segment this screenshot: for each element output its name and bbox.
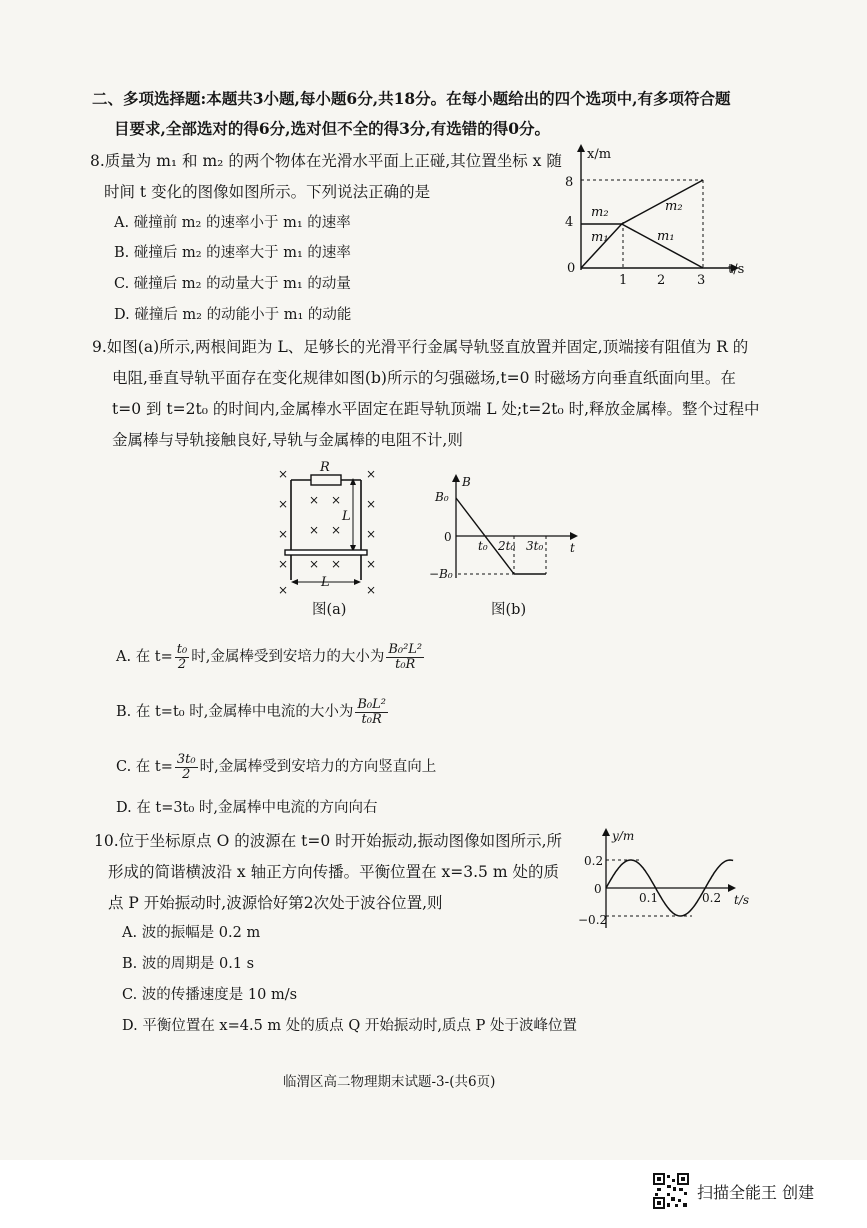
q8-stem-line2: 时间 t 变化的图像如图所示。下列说法正确的是 bbox=[104, 183, 431, 201]
q8-option-a: A. 碰撞前 m₂ 的速率小于 m₁ 的速率 bbox=[114, 215, 351, 231]
fig-b-neg-b0: −B₀ bbox=[429, 567, 453, 581]
q10-option-a: A. 波的振幅是 0.2 m bbox=[122, 925, 261, 941]
height-arrow-top bbox=[350, 478, 356, 485]
page-footer: 临渭区高二物理期末试题-3-(共6页) bbox=[283, 1074, 496, 1090]
q9-option-d: D. 在 t=3t₀ 时,金属棒中电流的方向向右 bbox=[116, 800, 378, 816]
q9-figure-a bbox=[275, 458, 390, 598]
q8-xtick-3: 3 bbox=[697, 273, 706, 288]
q10-x-axis-label: t/s bbox=[734, 893, 750, 907]
q8-label-m2-before: m₂ bbox=[591, 205, 609, 220]
q10-option-c: C. 波的传播速度是 10 m/s bbox=[122, 987, 298, 1003]
q9-a-frac2 bbox=[386, 643, 424, 672]
fig-b-origin: 0 bbox=[444, 530, 452, 544]
q8-number: 8. bbox=[90, 152, 105, 170]
fig-b-x-arrow bbox=[570, 532, 578, 540]
field-cross: × bbox=[278, 497, 289, 511]
q9-a-frac1-den: 2 bbox=[177, 656, 187, 672]
q9-option-c bbox=[116, 750, 436, 784]
field-cross: × bbox=[278, 557, 289, 571]
fig-b-t-label: t bbox=[570, 541, 575, 555]
q9-option-a bbox=[116, 640, 426, 674]
fig-b-b-label: B bbox=[462, 475, 471, 489]
q8-option-b: B. 碰撞后 m₂ 的速率大于 m₁ 的速率 bbox=[114, 245, 351, 261]
q8-stem-line1 bbox=[90, 150, 562, 172]
fig-b-b0: B₀ bbox=[435, 490, 449, 504]
fig-b-t0: t₀ bbox=[478, 539, 488, 553]
field-cross: × bbox=[331, 557, 342, 571]
field-cross: × bbox=[278, 527, 289, 541]
q9-stem1: 如图(a)所示,两根间距为 L、足够长的光滑平行金属导轨竖直放置并固定,顶端接有阻值为 R 的 bbox=[106, 338, 749, 356]
q10-stem-line2: 形成的简谐横波沿 x 轴正方向传播。平衡位置在 x=3.5 m 处的质 bbox=[108, 863, 559, 881]
q10-ytick-zero: 0 bbox=[594, 882, 602, 896]
scanner-watermark: 扫描全能王 创建 bbox=[697, 1183, 815, 1202]
q8-label-m1-before: m₁ bbox=[591, 230, 609, 245]
section-header-line2: 目要求,全部选对的得6分,选对但不全的得3分,有选错的得0分。 bbox=[114, 119, 551, 138]
q8-x-axis-label: t/s bbox=[728, 262, 745, 277]
q8-label-m2-after: m₂ bbox=[665, 199, 683, 214]
q10-xtick-02: 0.2 bbox=[702, 891, 722, 905]
fig-b-y-arrow bbox=[452, 474, 460, 482]
field-cross: × bbox=[309, 493, 320, 507]
fig-b-2t0: 2t₀ bbox=[498, 539, 516, 553]
field-cross: × bbox=[366, 557, 377, 571]
width-arrow-right bbox=[354, 579, 361, 585]
q8-ytick-4: 4 bbox=[565, 215, 574, 230]
q8-stem1: 质量为 m₁ 和 m₂ 的两个物体在光滑水平面上正碰,其位置坐标 x 随 bbox=[104, 152, 562, 170]
q10-y-arrow bbox=[602, 828, 610, 836]
field-cross: × bbox=[331, 493, 342, 507]
q10-number: 10. bbox=[94, 832, 119, 850]
metal-rod bbox=[285, 550, 367, 555]
q8-option-d: D. 碰撞后 m₂ 的动能小于 m₁ 的动能 bbox=[114, 307, 352, 323]
q10-option-b: B. 波的周期是 0.1 s bbox=[122, 956, 255, 972]
q9-a-frac2-num: B₀²L² bbox=[388, 641, 423, 657]
q9-c-frac-num: 3t₀ bbox=[176, 751, 196, 767]
resistor bbox=[311, 475, 341, 485]
field-cross: × bbox=[331, 523, 342, 537]
q9-a-frac1-num: t₀ bbox=[176, 641, 188, 657]
field-cross: × bbox=[366, 527, 377, 541]
q9-c-pre: C. 在 t= bbox=[116, 759, 173, 775]
q8-xt-graph bbox=[555, 140, 765, 290]
q8-y-axis-label: x/m bbox=[587, 147, 612, 162]
height-label: L bbox=[342, 509, 351, 524]
q10-stem-line1 bbox=[94, 830, 562, 852]
q10-ytick-bottom: −0.2 bbox=[578, 913, 608, 927]
q9-b-frac bbox=[355, 698, 388, 727]
q9-b-frac-den: t₀R bbox=[361, 711, 382, 727]
section-header-line1: 二、多项选择题:本题共3小题,每小题6分,共18分。在每小题给出的四个选项中,有多项符合题 bbox=[92, 89, 731, 108]
q10-x-arrow bbox=[728, 884, 736, 892]
field-cross: × bbox=[366, 467, 377, 481]
q9-stem-line1 bbox=[92, 336, 748, 358]
q9-c-post: 时,金属棒受到安培力的方向竖直向上 bbox=[199, 759, 437, 775]
q9-a-pre: A. 在 t= bbox=[116, 649, 173, 665]
q9-c-frac-den: 2 bbox=[182, 766, 191, 782]
fig-b-3t0: 3t₀ bbox=[526, 539, 544, 553]
q9-stem-line2: 电阻,垂直导轨平面存在变化规律如图(b)所示的匀强磁场,t=0 时磁场方向垂直纸面向里。在 bbox=[112, 369, 736, 387]
field-cross: × bbox=[309, 523, 320, 537]
resistor-label: R bbox=[320, 460, 330, 475]
width-label: L bbox=[321, 575, 330, 590]
q8-option-c: C. 碰撞后 m₂ 的动量大于 m₁ 的动量 bbox=[114, 276, 351, 292]
q8-ytick-8: 8 bbox=[565, 175, 574, 190]
q10-xtick-01: 0.1 bbox=[639, 891, 659, 905]
q9-b-pre: B. 在 t=t₀ 时,金属棒中电流的大小为 bbox=[116, 704, 354, 720]
qr-code-icon bbox=[653, 1173, 689, 1209]
q9-c-frac bbox=[175, 753, 198, 782]
q10-y-axis-label: y/m bbox=[612, 829, 635, 843]
field-cross: × bbox=[366, 497, 377, 511]
q9-a-frac2-den: t₀R bbox=[395, 656, 416, 672]
q9-a-frac1 bbox=[175, 643, 189, 672]
q9-a-mid: 时,金属棒受到安培力的大小为 bbox=[191, 649, 385, 665]
q10-stem1: 位于坐标原点 O 的波源在 t=0 时开始振动,振动图像如图所示,所 bbox=[118, 832, 563, 850]
q9-option-b bbox=[116, 695, 390, 729]
q9-figure-b bbox=[428, 468, 588, 593]
q10-vibration-graph bbox=[572, 820, 772, 935]
q9-number: 9. bbox=[92, 338, 107, 356]
q10-stem-line3: 点 P 开始振动时,波源恰好第2次处于波谷位置,则 bbox=[108, 894, 443, 912]
q9-stem-line4: 金属棒与导轨接触良好,导轨与金属棒的电阻不计,则 bbox=[112, 431, 463, 449]
q8-label-m1-after: m₁ bbox=[657, 229, 675, 244]
q9-b-frac-num: B₀L² bbox=[357, 696, 386, 712]
q10-ytick-top: 0.2 bbox=[584, 854, 604, 868]
q9-fig-b-caption: 图(b) bbox=[491, 602, 527, 618]
q9-fig-a-caption: 图(a) bbox=[312, 602, 347, 618]
q10-option-d: D. 平衡位置在 x=4.5 m 处的质点 Q 开始振动时,质点 P 处于波峰位置 bbox=[122, 1018, 577, 1034]
field-cross: × bbox=[309, 557, 320, 571]
width-arrow-left bbox=[291, 579, 298, 585]
q8-xtick-1: 1 bbox=[619, 273, 628, 288]
field-cross: × bbox=[278, 467, 289, 481]
field-cross: × bbox=[278, 583, 289, 597]
q8-y-arrow bbox=[577, 144, 585, 152]
q8-origin: 0 bbox=[567, 261, 576, 276]
field-cross: × bbox=[366, 583, 377, 597]
q8-xtick-2: 2 bbox=[657, 273, 666, 288]
q9-stem-line3: t=0 到 t=2t₀ 的时间内,金属棒水平固定在距导轨顶端 L 处;t=2t₀ 时,释放金属棒。整个过程中 bbox=[112, 400, 760, 418]
